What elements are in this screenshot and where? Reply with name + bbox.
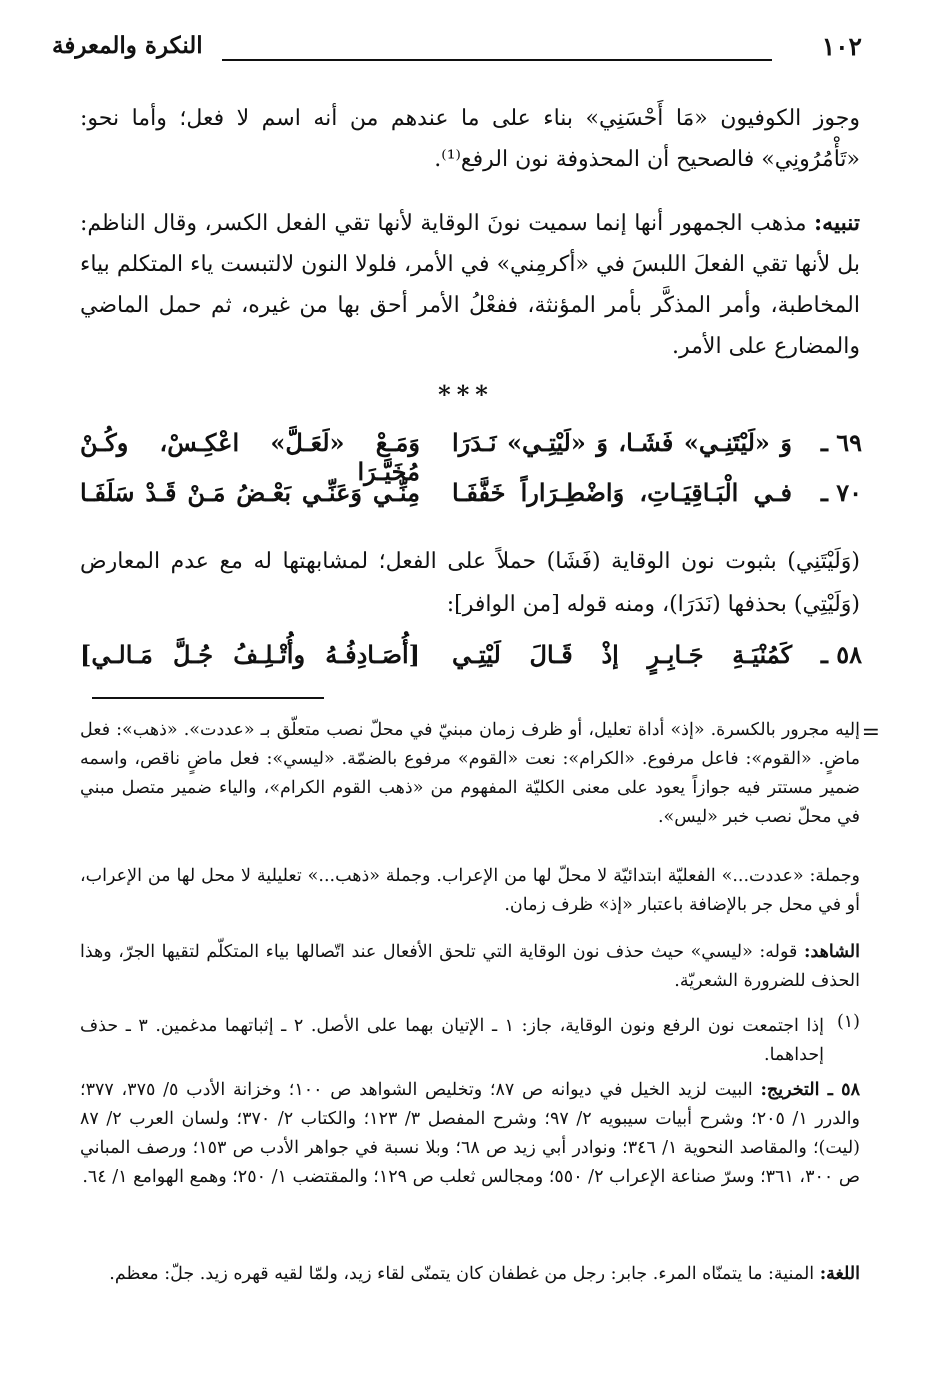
tanbih-text: مذهب الجمهور أنها إنما سميت نونَ الوقاية لأنها تقي الفعل الكسر، وقال الناظم: بل لأنها تقي الفعلَ اللبسَ في «أكرمِني» في الأمر، فلولا النون لالتبست ياء المتكلم بياء المخاطبة، وأمر المذكَّر بأمر المؤنثة، ففعْلُ الأمر أحق بها من غيره، ثم حمل الماضي والمضارع على الأمر. (80, 211, 860, 359)
takhrij-text: البيت لزيد الخيل في ديوانه ص ٨٧؛ وتخليص الشواهد ص ١٠٠؛ وخزانة الأدب ٥/ ٣٧٥، ٣٧٧؛ والدرر ١/ ٢٠٥؛ وشرح أبيات سيبويه ٢/ ٩٧؛ وشرح المفصل ٣/ ١٢٣؛ والكتاب ٢/ ٣٧٠؛ ولسان العرب ٢/ ٨٧ (ليت)؛ والمقاصد النحوية ١/ ٣٤٦؛ ونوادر أبي زيد ص ٦٨؛ وبلا نسبة في جواهر الأدب ص ١٥٣؛ ورصف المباني ص ٣٠٠، ٣٦١؛ وسرّ صناعة الإعراب ٢/ ٥٥٠؛ ومجالس ثعلب ص ١٢٩؛ والمقتضب ١/ ٢٥٠؛ وهمع الهوامع ١/ ٦٤. (80, 1080, 860, 1187)
header-rule (222, 59, 772, 61)
verse-second-hemistich: [أُصَـادِفُـهُ وأُتْـلِـفُ جُـلَّ مَـالـي] (80, 640, 420, 669)
verse-number: ٦٩ ـ (820, 428, 862, 457)
footnote-takhrij (80, 1076, 860, 1192)
shahid-text: قوله: «ليسي» حيث حذف نون الوقاية التي تلحق الأفعال عند اتّصالها بياء المتكلّم لتقيها الجرّ، وهذا الحذف للضرورة الشعريّة. (80, 942, 860, 991)
page-number: ١٠٢ (821, 32, 862, 61)
footnote-separator (92, 697, 324, 699)
footnote-lugha (80, 1260, 860, 1289)
paragraph-commentary: (وَلَيْتَنِي) بثبوت نون الوقاية (فَشَا) حملاً على الفعل؛ لمشابهتها له مع عدم المعارض (وَلَيْتِي) بحذفها (نَدَرَا)، ومنه قوله [من الوافر]: (80, 549, 860, 617)
page-header (52, 32, 862, 72)
verse-first-hemistich: كَمُنْيَـةِ جَـابِـرٍ إذْ قَـالَ لَيْتِـي (452, 640, 792, 669)
paragraph-tanbih (80, 203, 860, 367)
verse-second-hemistich: وَمَـعْ «لَعَـلَّ» اعْكِـسْ، وكُـنْ مُخَيَّـرَا (80, 428, 420, 486)
takhrij-label: ٥٨ ـ التخريج: (760, 1080, 860, 1100)
lugha-label: اللغة: (819, 1264, 860, 1284)
section-separator: *** (438, 380, 494, 409)
paragraph-kufiyyun: وجوز الكوفيون «مَا أَحْسَنِي» بناء على ما عندهم من أنه اسم لا فعل؛ وأما نحو: «تَأْمُرُونِي» فالصحيح أن المحذوفة نون الرفع⁽¹⁾. (80, 106, 860, 172)
tanbih-label: تنبيه: (814, 210, 860, 236)
verse-first-hemistich: وَ «لَيْتَنِـي» فَشَـا، وَ «لَيْتِـي» نَـدَرَا (452, 428, 792, 457)
continuation-mark: = (861, 720, 880, 745)
verse-69 (80, 428, 862, 486)
shahid-label: الشاهد: (803, 942, 860, 962)
verse-number: ٧٠ ـ (820, 478, 862, 507)
verse-first-hemistich: فـي الْبَـاقِيَـاتِ، وَاضْطِـرَاراً خَفَّفَـا (452, 478, 792, 507)
footnote-shahid (80, 938, 860, 996)
footnote-1: إذا اجتمعت نون الرفع ونون الوقاية، جاز: ١ ـ الإتيان بهما على الأصل. ٢ ـ إثباتهما مدغمين. ٣ ـ حذف إحداهما. (80, 1016, 824, 1065)
lugha-text: المنية: ما يتمنّاه المرء. جابر: رجل من غطفان كان يتمنّى لقاء زيد، ولمّا لقيه قهره زيد. جلّ: معظم. (109, 1264, 820, 1284)
verse-second-hemistich: مِنِّـي وَعَنِّـي بَعْـضُ مَـنْ قَـدْ سَلَفَـا (80, 478, 420, 507)
footnote-irab: إليه مجرور بالكسرة. «إذ» أداة تعليل، أو ظرف زمان مبنيّ في محلّ نصب متعلّق بـ «عددت». «ذهب»: فعل ماضٍ. «القوم»: فاعل مرفوع. «الكرام»: نعت «القوم» مرفوع بالضمّة. «ليسي»: فعل ماضٍ ناقص، واسمه ضمير مستتر فيه جوازاً يعود على معنى الكليّة المفهوم من «ذهب القوم الكرام»، والياء ضمير متصل مبني في محلّ نصب خبر «ليس». (80, 720, 860, 827)
footnote-number: (١) (836, 1012, 860, 1032)
chapter-title: النكرة والمعرفة (52, 32, 203, 59)
footnote-irab-sentences: وجملة: «عددت...» الفعليّة ابتدائيّة لا محلّ لها من الإعراب. وجملة «ذهب...» تعليلية لا محل لها من الإعراب، أو في محل جر بالإضافة باعتبار «إذ» ظرف زمان. (80, 866, 860, 915)
verse-58 (80, 640, 862, 688)
verse-number: ٥٨ ـ (820, 640, 862, 669)
verse-70 (80, 478, 862, 526)
